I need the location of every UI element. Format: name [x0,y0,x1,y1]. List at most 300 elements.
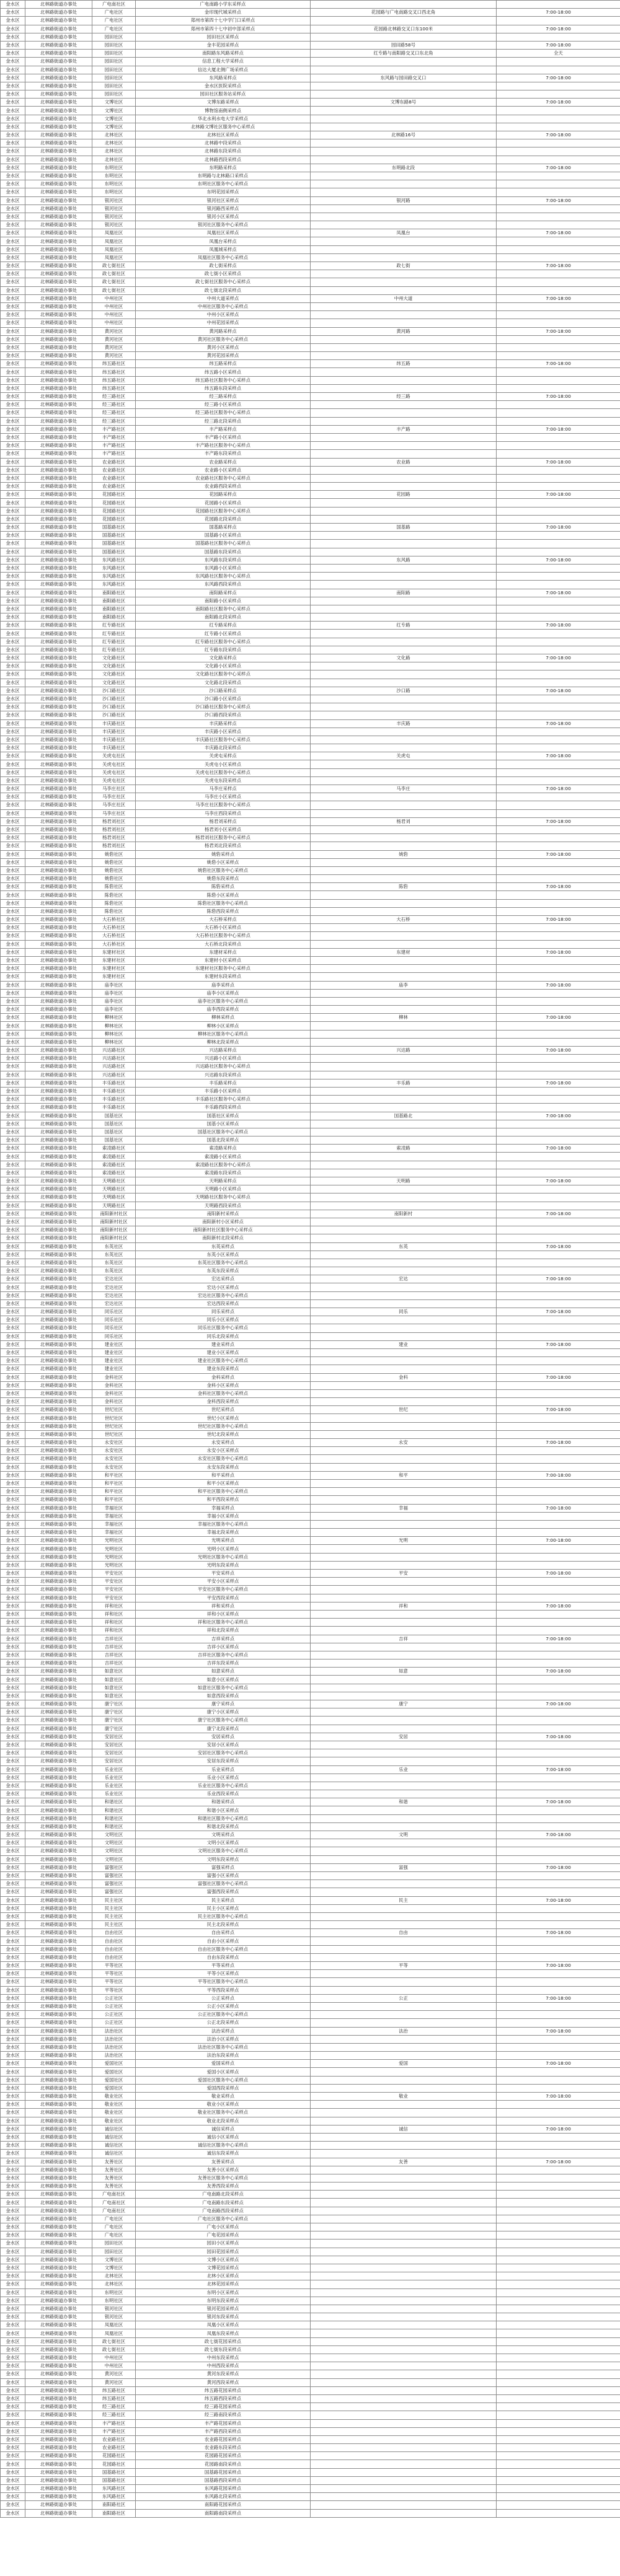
hours-cell [497,638,620,646]
hours-cell [497,2386,620,2394]
district-cell: 金水区 [1,1414,25,1422]
address-cell [311,2109,497,2117]
community-cell: 永安社区 [92,1455,136,1463]
table-row [1,1725,620,1733]
site-name-cell: 东英社区服务中心采样点 [136,1259,311,1267]
street-office-cell: 北林路街道办事处 [25,1684,92,1692]
community-cell: 富强社区 [92,1871,136,1879]
site-name-cell: 政七街东段采样点 [136,2345,311,2354]
table-row [1,409,620,417]
street-office-cell: 北林路街道办事处 [25,1047,92,1055]
district-cell: 金水区 [1,1553,25,1561]
hours-cell [497,2002,620,2010]
street-office-cell: 北林路街道办事处 [25,899,92,907]
hours-cell [497,1619,620,1627]
street-office-cell: 北林路街道办事处 [25,2501,92,2509]
hours-cell: 7:00-18:00 [497,2060,620,2068]
community-cell: 中州社区 [92,2362,136,2370]
hours-cell [497,1627,620,1635]
address-cell [311,1153,497,1161]
table-row [1,760,620,768]
table-row [1,2002,620,2010]
table-body [1,1,620,2518]
table-row [1,1259,620,1267]
hours-cell: 7:00-18:00 [497,1275,620,1283]
site-name-cell: 索凌路采样点 [136,1145,311,1153]
site-name-cell: 友善西段采样点 [136,2183,311,2191]
community-cell: 建业社区 [92,1357,136,1365]
address-cell [311,17,497,25]
street-office-cell: 北林路街道办事处 [25,393,92,401]
street-office-cell: 北林路街道办事处 [25,2419,92,2427]
hours-cell [497,2394,620,2402]
address-cell: 金科 [311,1373,497,1381]
table-row [1,1193,620,1202]
address-cell [311,1332,497,1340]
district-cell: 金水区 [1,1871,25,1879]
hours-cell [497,2509,620,2517]
site-name-cell: 诚信采样点 [136,2125,311,2133]
address-cell [311,343,497,351]
district-cell: 金水区 [1,2191,25,2199]
district-cell: 金水区 [1,1537,25,1545]
street-office-cell: 北林路街道办事处 [25,2011,92,2019]
street-office-cell: 北林路街道办事处 [25,1561,92,1569]
street-office-cell: 北林路街道办事处 [25,2378,92,2386]
site-name-cell: 南阳路花园采样点 [136,2501,311,2509]
site-name-cell: 北林小区采样点 [136,2272,311,2280]
hours-cell: 7:00-18:00 [497,1863,620,1871]
site-name-cell: 东英采样点 [136,1242,311,1251]
community-cell: 同乐社区 [92,1316,136,1324]
address-cell [311,2378,497,2386]
table-row [1,458,620,466]
community-cell: 东明社区 [92,188,136,196]
address-cell [311,1291,497,1299]
community-cell: 东建材社区 [92,965,136,973]
community-cell: 宏达社区 [92,1299,136,1308]
table-row [1,1104,620,1112]
hours-cell [497,1022,620,1030]
community-cell: 文明社区 [92,1847,136,1855]
community-cell: 宏达社区 [92,1275,136,1283]
community-cell: 祥和社区 [92,1602,136,1610]
site-name-cell: 凤凰东段采样点 [136,2329,311,2337]
street-office-cell: 北林路街道办事处 [25,99,92,107]
community-cell: 兴达路社区 [92,1063,136,1071]
street-office-cell: 北林路街道办事处 [25,703,92,711]
hours-cell [497,384,620,392]
community-cell: 自由社区 [92,1953,136,1961]
table-row [1,1643,620,1651]
table-row [1,2378,620,2386]
site-name-cell: 世纪采样点 [136,1406,311,1414]
district-cell: 金水区 [1,1986,25,1994]
address-cell [311,474,497,482]
community-cell: 园田社区 [92,82,136,90]
community-cell: 康宁社区 [92,1708,136,1717]
district-cell: 金水区 [1,335,25,343]
site-name-cell: 同乐社区服务中心采样点 [136,1324,311,1332]
district-cell: 金水区 [1,90,25,99]
table-row [1,2158,620,2166]
street-office-cell: 北林路街道办事处 [25,1006,92,1014]
site-name-cell: 凤凰社区采样点 [136,229,311,237]
table-row [1,916,620,924]
district-cell: 金水区 [1,1234,25,1242]
district-cell: 金水区 [1,1676,25,1684]
street-office-cell: 北林路街道办事处 [25,638,92,646]
hours-cell [497,2207,620,2215]
community-cell: 黄河社区 [92,352,136,360]
address-cell [311,793,497,801]
site-name-cell: 南阳新村小区采样点 [136,1218,311,1226]
address-cell [311,1348,497,1356]
street-office-cell: 北林路街道办事处 [25,474,92,482]
district-cell: 金水区 [1,752,25,760]
district-cell: 金水区 [1,1512,25,1520]
site-name-cell: 柳林采样点 [136,1014,311,1022]
site-name-cell: 平等采样点 [136,1962,311,1970]
hours-cell: 7:00-18:00 [497,2158,620,2166]
street-office-cell: 北林路街道办事处 [25,662,92,670]
site-name-cell: 东风路西段采样点 [136,581,311,589]
district-cell: 金水区 [1,474,25,482]
hours-cell: 7:00-18:00 [497,1145,620,1153]
district-cell: 金水区 [1,1047,25,1055]
street-office-cell: 北林路街道办事处 [25,2256,92,2264]
site-name-cell: 东英小区采样点 [136,1251,311,1259]
table-row [1,613,620,622]
address-cell [311,82,497,90]
district-cell: 金水区 [1,736,25,744]
street-office-cell: 北林路街道办事处 [25,2002,92,2010]
street-office-cell: 北林路街道办事处 [25,1406,92,1414]
address-cell [311,204,497,213]
community-cell: 凤凰社区 [92,2329,136,2337]
district-cell: 金水区 [1,793,25,801]
address-cell [311,1463,497,1471]
table-row [1,842,620,850]
street-office-cell: 北林路街道办事处 [25,2076,92,2084]
district-cell: 金水区 [1,58,25,66]
district-cell: 金水区 [1,99,25,107]
community-cell: 民主社区 [92,1921,136,1929]
hours-cell [497,1912,620,1920]
community-cell: 纬五路社区 [92,376,136,384]
site-name-cell: 祥和社区服务中心采样点 [136,1619,311,1627]
community-cell: 国基路社区 [92,532,136,540]
site-name-cell: 友善采样点 [136,2158,311,2166]
street-office-cell: 北林路街道办事处 [25,335,92,343]
site-name-cell: 平等小区采样点 [136,1970,311,1978]
district-cell: 金水区 [1,630,25,638]
hours-cell [497,2231,620,2240]
hours-cell: 7:00-18:00 [497,817,620,825]
hours-cell [497,2435,620,2443]
hours-cell [497,33,620,41]
district-cell: 金水区 [1,2313,25,2321]
street-office-cell: 北林路街道办事处 [25,801,92,809]
table-row [1,2444,620,2452]
table-row [1,883,620,891]
hours-cell [497,1839,620,1847]
district-cell: 金水区 [1,2288,25,2297]
table-row [1,2060,620,2068]
address-cell [311,605,497,613]
community-cell: 康宁社区 [92,1700,136,1708]
community-cell: 姚砦社区 [92,866,136,874]
table-row [1,597,620,605]
district-cell: 金水区 [1,646,25,654]
address-cell [311,401,497,409]
street-office-cell: 北林路街道办事处 [25,2248,92,2256]
site-name-cell: 如意小区采样点 [136,1676,311,1684]
district-cell: 金水区 [1,1177,25,1185]
community-cell: 东风路社区 [92,2493,136,2501]
address-cell [311,1945,497,1953]
district-cell: 金水区 [1,1128,25,1136]
hours-cell [497,1757,620,1765]
hours-cell [497,66,620,74]
district-cell: 金水区 [1,1104,25,1112]
street-office-cell: 北林路街道办事处 [25,932,92,940]
table-row [1,956,620,964]
district-cell: 金水区 [1,2305,25,2313]
hours-cell: 7:00-18:00 [497,1635,620,1643]
street-office-cell: 北林路街道办事处 [25,1970,92,1978]
district-cell: 金水区 [1,213,25,221]
address-cell [311,1643,497,1651]
district-cell: 金水区 [1,1659,25,1668]
site-name-cell: 广电南路北段采样点 [136,2191,311,2199]
address-cell [311,2101,497,2109]
hours-cell [497,1120,620,1128]
hours-cell: 7:00-18:00 [497,883,620,891]
address-cell [311,1782,497,1790]
district-cell: 金水区 [1,1,25,9]
address-cell [311,417,497,425]
street-office-cell: 北林路街道办事处 [25,736,92,744]
address-cell [311,2019,497,2027]
hours-cell [497,82,620,90]
hours-cell [497,646,620,654]
street-office-cell: 北林路街道办事处 [25,744,92,752]
table-row [1,1602,620,1610]
address-cell [311,1283,497,1291]
street-office-cell: 北林路街道办事处 [25,2435,92,2443]
hours-cell [497,1234,620,1242]
hours-cell [497,417,620,425]
site-name-cell: 南阳路采样点 [136,589,311,597]
address-cell [311,711,497,719]
hours-cell: 7:00-18:00 [497,1700,620,1708]
district-cell: 金水区 [1,66,25,74]
community-cell: 安居社区 [92,1749,136,1757]
address-cell [311,2394,497,2402]
hours-cell [497,809,620,817]
street-office-cell: 北林路街道办事处 [25,1308,92,1316]
district-cell: 金水区 [1,311,25,319]
hours-cell [497,924,620,932]
community-cell: 国基社区 [92,1112,136,1120]
site-name-cell: 中州大道采样点 [136,294,311,302]
community-cell: 光明社区 [92,1537,136,1545]
street-office-cell: 北林路街道办事处 [25,1389,92,1397]
site-name-cell: 东风路花园采样点 [136,2485,311,2493]
hours-cell [497,270,620,278]
street-office-cell: 北林路街道办事处 [25,229,92,237]
table-row [1,1978,620,1986]
table-row [1,2109,620,2117]
address-cell [311,1904,497,1912]
site-name-cell: 银河路西采样点 [136,204,311,213]
hours-cell [497,1455,620,1463]
hours-cell: 7:00-18:00 [497,752,620,760]
address-cell: 建业 [311,1340,497,1348]
district-cell: 金水区 [1,1520,25,1528]
community-cell: 经三路社区 [92,409,136,417]
district-cell: 金水区 [1,760,25,768]
address-cell [311,1692,497,1700]
street-office-cell: 北林路街道办事处 [25,1463,92,1471]
community-cell: 平安社区 [92,1586,136,1594]
address-cell: 中州大道 [311,294,497,302]
table-row [1,384,620,392]
site-name-cell: 兴达路社区服务中心采样点 [136,1063,311,1071]
street-office-cell: 北林路街道办事处 [25,2272,92,2280]
hours-cell [497,2109,620,2117]
table-row [1,2485,620,2493]
street-office-cell: 北林路街道办事处 [25,245,92,253]
hours-cell [497,188,620,196]
street-office-cell: 北林路街道办事处 [25,1594,92,1602]
district-cell: 金水区 [1,687,25,695]
street-office-cell: 北林路街道办事处 [25,115,92,123]
address-cell: 乐业 [311,1765,497,1774]
hours-cell [497,2264,620,2272]
community-cell: 诚信社区 [92,2125,136,2133]
community-cell: 文博社区 [92,2256,136,2264]
address-cell [311,760,497,768]
community-cell: 广电南社区 [92,2207,136,2215]
street-office-cell: 北林路街道办事处 [25,180,92,188]
address-cell [311,1185,497,1193]
address-cell [311,1578,497,1586]
community-cell: 祥和社区 [92,1610,136,1618]
table-row [1,2468,620,2476]
street-office-cell: 北林路街道办事处 [25,1619,92,1627]
hours-cell [497,540,620,548]
street-office-cell: 北林路街道办事处 [25,302,92,310]
site-name-cell: 东明东段采样点 [136,2297,311,2305]
street-office-cell: 北林路街道办事处 [25,776,92,785]
community-cell: 纬五路社区 [92,360,136,368]
address-cell [311,1071,497,1079]
district-cell: 金水区 [1,352,25,360]
district-cell: 金水区 [1,1978,25,1986]
street-office-cell: 北林路街道办事处 [25,466,92,474]
district-cell: 金水区 [1,1692,25,1700]
street-office-cell: 北林路街道办事处 [25,41,92,49]
address-cell [311,1512,497,1520]
site-name-cell: 黄河西段采样点 [136,2378,311,2386]
district-cell: 金水区 [1,1022,25,1030]
community-cell: 纬五路社区 [92,368,136,376]
street-office-cell: 北林路街道办事处 [25,1112,92,1120]
table-row [1,1381,620,1389]
address-cell: 丰乐路 [311,1079,497,1087]
site-name-cell: 敬业社区服务中心采样点 [136,2109,311,2117]
site-name-cell: 乐业西段采样点 [136,1790,311,1798]
address-cell [311,2215,497,2223]
site-name-cell: 沙口路社区服务中心采样点 [136,703,311,711]
district-cell: 金水区 [1,654,25,662]
district-cell: 金水区 [1,2370,25,2378]
hours-cell [497,1267,620,1275]
community-cell: 杨君刘社区 [92,817,136,825]
community-cell: 幸福社区 [92,1512,136,1520]
address-cell: 兴达路 [311,1047,497,1055]
address-cell [311,147,497,156]
site-name-cell: 世纪北段采样点 [136,1430,311,1438]
table-row [1,1929,620,1937]
district-cell: 金水区 [1,2337,25,2345]
district-cell: 金水区 [1,2272,25,2280]
site-name-cell: 宏达西段采样点 [136,1299,311,1308]
table-row [1,2370,620,2378]
table-row [1,107,620,115]
site-name-cell: 法治小区采样点 [136,2035,311,2043]
hours-cell [497,1545,620,1553]
site-name-cell: 银河小区采样点 [136,213,311,221]
site-name-cell: 富强采样点 [136,1863,311,1871]
address-cell [311,581,497,589]
community-cell: 文博社区 [92,115,136,123]
hours-cell: 全天 [497,50,620,58]
street-office-cell: 北林路街道办事处 [25,1520,92,1528]
street-office-cell: 北林路街道办事处 [25,2133,92,2141]
table-row [1,1684,620,1692]
hours-cell [497,1790,620,1798]
address-cell [311,2199,497,2207]
community-cell: 平安社区 [92,1578,136,1586]
community-cell: 幸福社区 [92,1529,136,1537]
site-name-cell: 丰庆路小区采样点 [136,728,311,736]
street-office-cell: 北林路街道办事处 [25,2101,92,2109]
site-name-cell: 信息工程大学采样点 [136,58,311,66]
site-name-cell: 陈砦采样点 [136,883,311,891]
address-cell: 花园路北林路交叉口东100米 [311,25,497,33]
community-cell: 南阳路社区 [92,597,136,605]
community-cell: 关虎屯社区 [92,760,136,768]
street-office-cell: 北林路街道办事处 [25,728,92,736]
community-cell: 天明路社区 [92,1185,136,1193]
hours-cell [497,613,620,622]
site-name-cell: 国基路社区服务中心采样点 [136,540,311,548]
address-cell [311,1479,497,1487]
community-cell: 金科社区 [92,1398,136,1406]
table-row [1,2240,620,2248]
table-row [1,2329,620,2337]
district-cell: 金水区 [1,180,25,188]
street-office-cell: 北林路街道办事处 [25,384,92,392]
community-cell: 文明社区 [92,1839,136,1847]
site-name-cell: 陈砦小区采样点 [136,891,311,899]
district-cell: 金水区 [1,581,25,589]
street-office-cell: 北林路街道办事处 [25,1145,92,1153]
address-cell: 政七街 [311,262,497,270]
